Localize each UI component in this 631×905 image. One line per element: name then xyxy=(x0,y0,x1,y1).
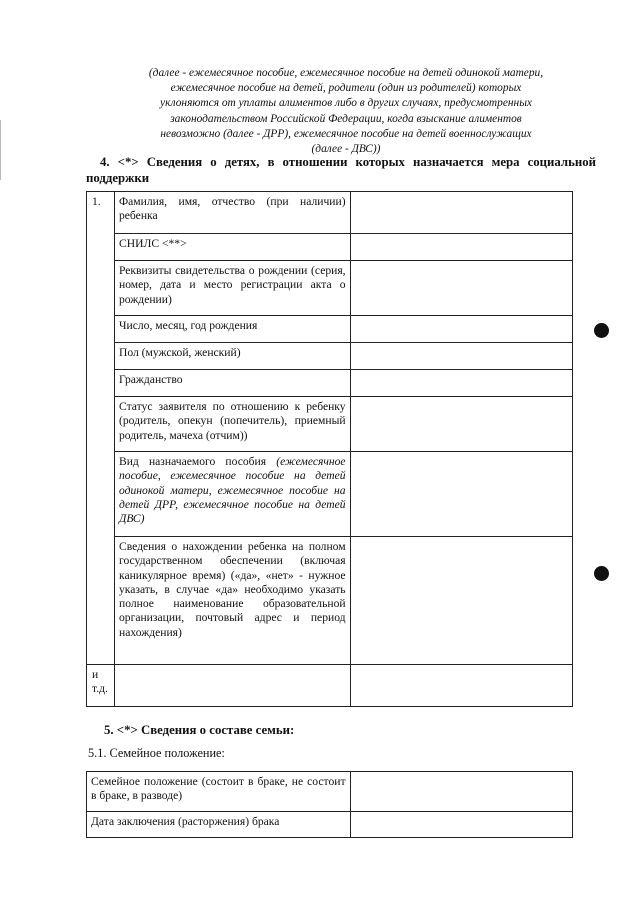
field-label-applicant-status: Статус заявителя по отношению к ребенку (родитель, опекун (попечитель), приемный родитель, мачеха (отчим)) xyxy=(114,397,350,452)
field-label-marriage-date: Дата заключения (расторжения) брака xyxy=(87,812,351,838)
child-number: 1. xyxy=(87,192,115,665)
table-row xyxy=(87,665,573,707)
field-value-benefit-type[interactable] xyxy=(350,452,572,537)
field-label-state-care: Сведения о нахождении ребенка на полном государственном обеспечении (включая каникулярное время) («да», «нет» - нужное указать, в случае «да» необходимо указать полное наименование образовательной организации, почтовый адрес и период нахождения) xyxy=(114,537,350,665)
table-row xyxy=(87,452,573,537)
table-row xyxy=(87,397,573,452)
subsection-5-1-heading: 5.1. Семейное положение: xyxy=(88,746,225,760)
field-value-birth-date[interactable] xyxy=(350,316,572,343)
etc-label: и т.д. xyxy=(87,665,115,707)
field-value-marital-status[interactable] xyxy=(350,772,572,812)
field-label-marital-status: Семейное положение (состоит в браке, не состоит в браке, в разводе) xyxy=(87,772,351,812)
field-value-marriage-date[interactable] xyxy=(350,812,572,838)
field-value-snils[interactable] xyxy=(350,234,572,261)
etc-cell xyxy=(114,665,350,707)
binder-hole-mark xyxy=(594,323,609,338)
table-row xyxy=(87,343,573,370)
field-value-fullname[interactable] xyxy=(350,192,572,234)
field-value-state-care[interactable] xyxy=(350,537,572,665)
table-row xyxy=(87,772,573,812)
field-value-applicant-status[interactable] xyxy=(350,397,572,452)
field-value-citizenship[interactable] xyxy=(350,370,572,397)
field-label-birth-certificate: Реквизиты свидетельства о рождении (серия, номер, дата и место регистрации акта о рождении) xyxy=(114,261,350,316)
binder-hole-mark xyxy=(594,566,609,581)
table-row xyxy=(87,812,573,838)
table-row xyxy=(87,234,573,261)
field-label-fullname: Фамилия, имя, отчество (при наличии) ребенка xyxy=(114,192,350,234)
field-label-sex: Пол (мужской, женский) xyxy=(114,343,350,370)
field-label-benefit-type xyxy=(114,452,350,537)
field-label-snils: СНИЛС <**> xyxy=(114,234,350,261)
table-row xyxy=(87,192,573,234)
field-label-citizenship: Гражданство xyxy=(114,370,350,397)
children-info-table xyxy=(86,191,573,707)
table-row xyxy=(87,537,573,665)
benefit-type-options: (ежемесячное пособие, ежемесячное пособие на детей одинокой матери, ежемесячное пособие на детей ДРР, ежемесячное пособие на детей ДВС) xyxy=(118,455,346,526)
scan-edge-mark xyxy=(0,120,1,180)
benefit-definitions-text: (далее - ежемесячное пособие, ежемесячное пособие на детей одинокой матери, ежемесячное пособие на детей, родители (один из родителей) которых уклоняются от уплаты алиментов либо в других случаях, предусмотренных законодательством Российской Федерации, когда взыскание алиментов невозможно (далее - ДРР), ежемесячное пособие на детей военнослужащих (далее - ДВС)) xyxy=(148,67,544,156)
table-row xyxy=(87,316,573,343)
etc-value-cell[interactable] xyxy=(350,665,572,707)
field-label-birth-date: Число, месяц, год рождения xyxy=(114,316,350,343)
benefit-type-label: Вид назначаемого пособия xyxy=(118,455,267,468)
section-4-heading: 4. <*> Сведения о детях, в отношении которых назначается мера социальной поддержки xyxy=(86,155,596,185)
family-status-table xyxy=(86,771,573,838)
field-value-sex[interactable] xyxy=(350,343,572,370)
table-row xyxy=(87,261,573,316)
table-row xyxy=(87,370,573,397)
field-value-birth-certificate[interactable] xyxy=(350,261,572,316)
section-5-heading: 5. <*> Сведения о составе семьи: xyxy=(104,723,295,737)
